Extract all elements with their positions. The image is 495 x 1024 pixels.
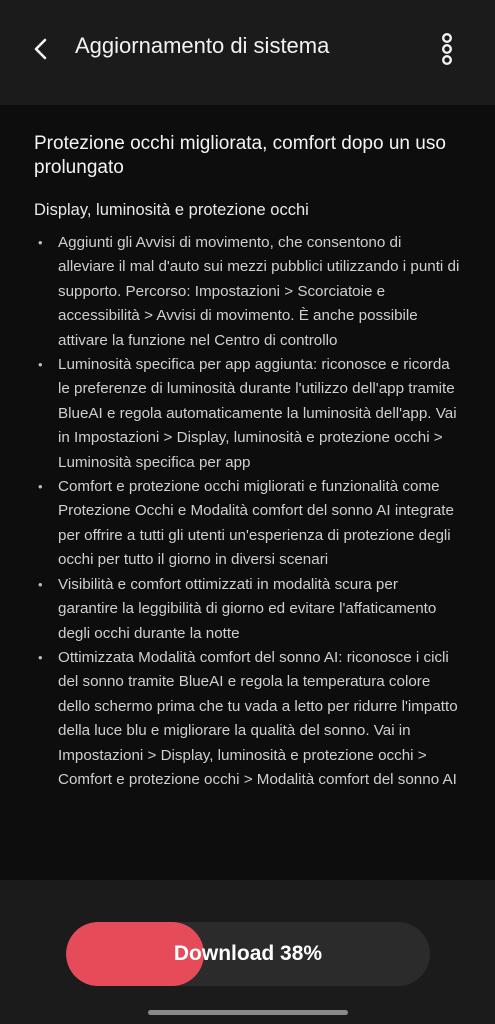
- more-vertical-icon: [439, 33, 455, 65]
- release-notes-list: [34, 231, 462, 792]
- download-button[interactable]: [66, 922, 430, 986]
- release-notes[interactable]: [0, 105, 495, 880]
- more-options-button[interactable]: [432, 32, 462, 66]
- list-item: • Ottimizzata Modalità comfort del sonno AI: riconosce i cicli del sonno tramite BlueAI e regola la temperatura colore dello schermo prima che tu vada a letto per ridurre l'impatto della luce blu e migliorare la qualità del sonno. Vai in Impostazioni > Display, luminosità e protezione occhi > Comfort e protezione occhi > Modalità comfort del sonno AI: [34, 646, 462, 792]
- page-title: Aggiornamento di sistema: [75, 33, 330, 58]
- section-title: Display, luminosità e protezione occhi: [34, 201, 309, 219]
- chevron-left-icon: [33, 37, 49, 61]
- app-bar: [0, 0, 495, 105]
- back-button[interactable]: [26, 34, 56, 64]
- update-headline: Protezione occhi migliorata, comfort dopo un uso prolungato: [34, 133, 446, 178]
- list-item: • Luminosità specifica per app aggiunta: riconosce e ricorda le preferenze di luminosità durante l'utilizzo dell'app tramite BlueAI e regola automaticamente la luminosità dell'app. Vai in Impostazioni > Display, luminosità e protezione occhi > Luminosità specifica per app: [34, 353, 462, 475]
- download-label: Download 38%: [173, 942, 323, 965]
- list-item: • Visibilità e comfort ottimizzati in modalità scura per garantire la leggibilità di giorno ed evitare l'affaticamento degli occhi durante la notte: [34, 573, 462, 646]
- list-item: • Comfort e protezione occhi migliorati e funzionalità come Protezione Occhi e Modalità comfort del sonno AI integrate per offrire a tutti gli utenti un'esperienza di protezione degli occhi per tutto il giorno in diversi scenari: [34, 475, 462, 573]
- list-item: • Aggiunti gli Avvisi di movimento, che consentono di alleviare il mal d'auto sui mezzi pubblici utilizzando i punti di supporto. Percorso: Impostazioni > Scorciatoie e accessibilità > Avvisi di movimento. È anche possibile attivare la funzione nel Centro di controllo: [34, 231, 462, 353]
- home-indicator[interactable]: [148, 1010, 348, 1015]
